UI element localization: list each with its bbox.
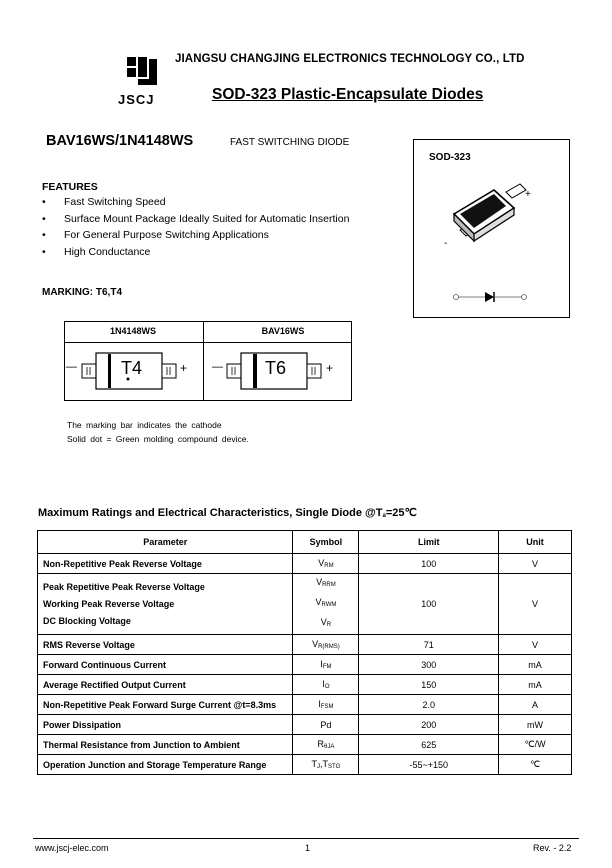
unit-cell: ℃/W bbox=[499, 735, 572, 755]
symbol-cell: $I_O$ bbox=[293, 675, 359, 695]
symbol-cell: $T_J,T_{STG}$ bbox=[293, 755, 359, 775]
footer-page-number: 1 bbox=[305, 843, 311, 853]
limit-cell: 625 bbox=[359, 735, 499, 755]
ratings-table bbox=[37, 530, 572, 775]
table-header-row bbox=[38, 531, 572, 554]
param-cell: Power Dissipation bbox=[38, 715, 293, 735]
footer-revision: Rev. - 2.2 bbox=[533, 843, 572, 853]
limit-cell: 100 bbox=[359, 574, 499, 635]
limit-cell: 200 bbox=[359, 715, 499, 735]
marking-code-t6: T6 bbox=[265, 358, 287, 378]
param-cell: Forward Continuous Current bbox=[38, 655, 293, 675]
param-cell: Peak Repetitive Peak Reverse Voltage Working Peak Reverse Voltage DC Blocking Voltage bbox=[38, 574, 293, 635]
limit-cell: 150 bbox=[359, 675, 499, 695]
unit-cell: V bbox=[499, 635, 572, 655]
document-title: SOD-323 Plastic-Encapsulate Diodes bbox=[212, 86, 484, 103]
limit-cell: 2.0 bbox=[359, 695, 499, 715]
marking-table-divider bbox=[203, 321, 204, 401]
param-cell: RMS Reverse Voltage bbox=[38, 635, 293, 655]
marking-table-divider bbox=[64, 342, 352, 343]
symbol-cell: Pd bbox=[293, 715, 359, 735]
param-cell: Average Rectified Output Current bbox=[38, 675, 293, 695]
marking-note-cathode: The marking bar indicates the cathode bbox=[67, 420, 222, 430]
jscj-logo-icon bbox=[125, 55, 159, 87]
features-list bbox=[42, 196, 349, 262]
table-row bbox=[38, 554, 572, 574]
param-cell: Non-Repetitive Peak Reverse Voltage bbox=[38, 554, 293, 574]
table-row bbox=[38, 755, 572, 775]
limit-cell: -55~+150 bbox=[359, 755, 499, 775]
table-row bbox=[38, 675, 572, 695]
part-number: BAV16WS/1N4148WS bbox=[46, 133, 194, 149]
features-heading: FEATURES bbox=[42, 181, 98, 193]
marking-code-t4: T4 bbox=[121, 358, 143, 378]
marking-minus-label: — bbox=[66, 361, 77, 373]
unit-cell: ℃ bbox=[499, 755, 572, 775]
package-label: SOD-323 bbox=[429, 152, 471, 163]
symbol-cell: $V_{RRM}$ $V_{RWM}$ $V_R$ bbox=[293, 574, 359, 635]
table-row bbox=[38, 715, 572, 735]
col-header-limit: Limit bbox=[359, 531, 499, 554]
limit-cell: 100 bbox=[359, 554, 499, 574]
symbol-cell: $I_{FM}$ bbox=[293, 655, 359, 675]
marking-label: MARKING: T6,T4 bbox=[42, 287, 122, 298]
symbol-cell: $I_{FSM}$ bbox=[293, 695, 359, 715]
marking-plus-label: + bbox=[180, 361, 188, 375]
limit-cell: 300 bbox=[359, 655, 499, 675]
limit-cell: 71 bbox=[359, 635, 499, 655]
marking-col-bav16ws: BAV16WS bbox=[261, 326, 305, 336]
marking-note-green-dot: Solid dot = Green molding compound device. bbox=[67, 434, 249, 444]
company-name: JIANGSU CHANGJING ELECTRONICS TECHNOLOGY CO., LTD bbox=[175, 53, 525, 65]
unit-cell: mA bbox=[499, 655, 572, 675]
table-row bbox=[38, 574, 572, 635]
table-row bbox=[38, 735, 572, 755]
feature-item: • For General Purpose Switching Applications bbox=[42, 229, 349, 246]
feature-item: • High Conductance bbox=[42, 246, 349, 263]
symbol-cell: $V_{RM}$ bbox=[293, 554, 359, 574]
diode-symbol-icon bbox=[452, 290, 528, 304]
marking-col-1n4148ws: 1N4148WS bbox=[109, 326, 157, 336]
col-header-unit: Unit bbox=[499, 531, 572, 554]
param-cell: Operation Junction and Storage Temperature Range bbox=[38, 755, 293, 775]
unit-cell: V bbox=[499, 574, 572, 635]
unit-cell: mA bbox=[499, 675, 572, 695]
table-row bbox=[38, 695, 572, 715]
symbol-cell: $V_{R(RMS)}$ bbox=[293, 635, 359, 655]
footer-divider bbox=[33, 838, 579, 839]
unit-cell: A bbox=[499, 695, 572, 715]
brand-name: JSCJ bbox=[118, 92, 155, 107]
package-minus-label: - bbox=[444, 238, 448, 249]
unit-cell: V bbox=[499, 554, 572, 574]
marking-minus-label: — bbox=[212, 361, 223, 373]
symbol-cell: $R_{\theta JA}$ bbox=[293, 735, 359, 755]
table-row bbox=[38, 655, 572, 675]
param-cell: Non-Repetitive Peak Forward Surge Current @t=8.3ms bbox=[38, 695, 293, 715]
unit-cell: mW bbox=[499, 715, 572, 735]
col-header-symbol: Symbol bbox=[293, 531, 359, 554]
table-row bbox=[38, 635, 572, 655]
marking-plus-label: + bbox=[326, 361, 334, 375]
footer-url[interactable]: www.jscj-elec.com bbox=[35, 843, 109, 853]
feature-item: • Surface Mount Package Ideally Suited for Automatic Insertion bbox=[42, 213, 349, 230]
col-header-parameter: Parameter bbox=[38, 531, 293, 554]
feature-item: • Fast Switching Speed bbox=[42, 196, 349, 213]
package-plus-label: + bbox=[525, 189, 531, 200]
part-subtitle: FAST SWITCHING DIODE bbox=[230, 137, 350, 148]
param-cell: Thermal Resistance from Junction to Ambient bbox=[38, 735, 293, 755]
ratings-heading: Maximum Ratings and Electrical Characteristics, Single Diode $@T_a=25℃$ bbox=[38, 507, 417, 519]
